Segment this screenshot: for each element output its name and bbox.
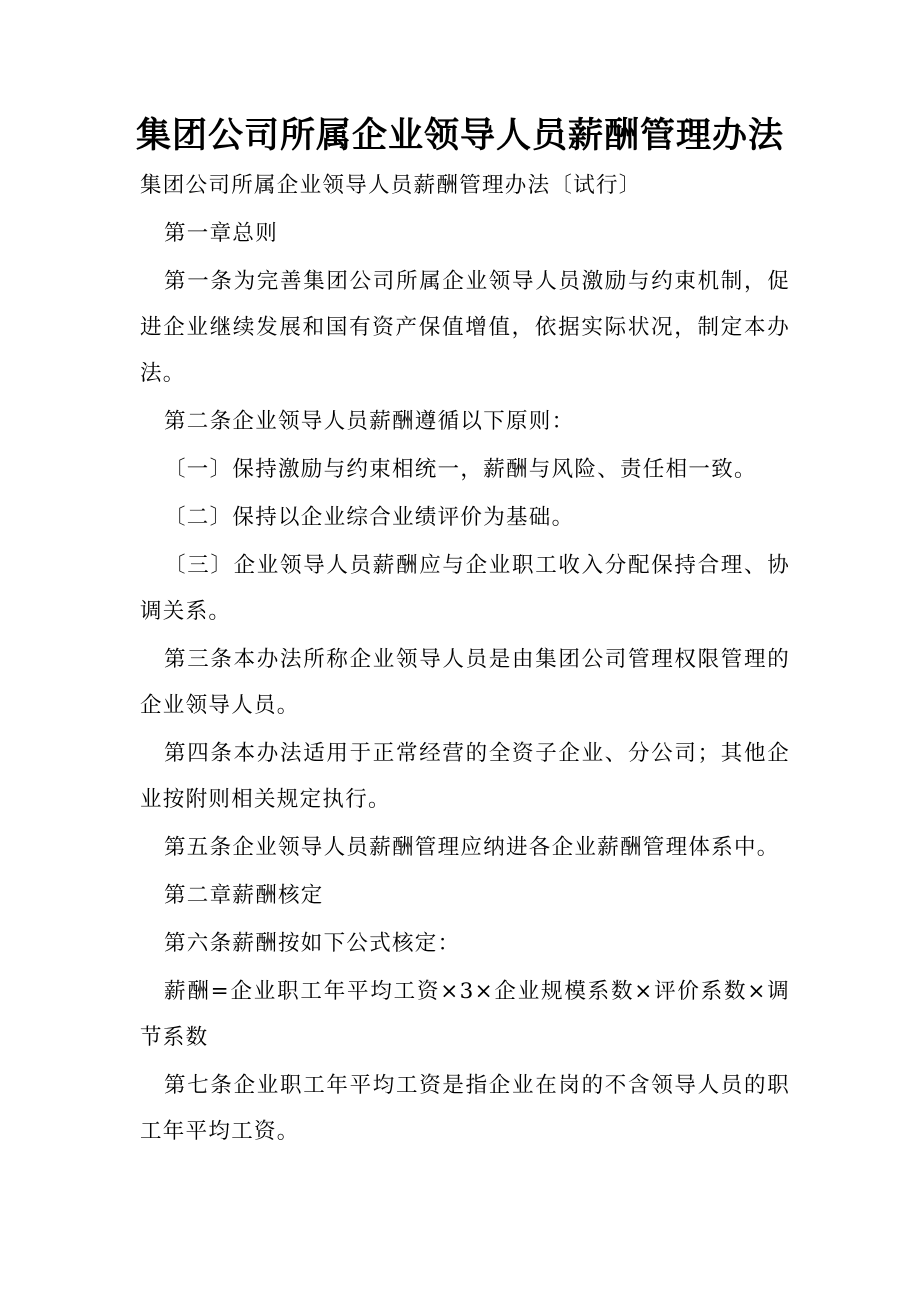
paragraph: 第二条企业领导人员薪酬遵循以下原则： <box>164 409 575 434</box>
paragraph: 第六条薪酬按如下公式核定： <box>164 931 461 956</box>
paragraph: 〔一〕保持激励与约束相统一，薪酬与风险、责任相一致。 <box>164 457 757 482</box>
paragraph: 〔三〕企业领导人员薪酬应与企业职工收入分配保持合理、协调关系。 <box>140 553 790 624</box>
paragraph: 第五条企业领导人员薪酬管理应纳进各企业薪酬管理体系中。 <box>164 835 780 860</box>
document-body <box>140 163 790 1155</box>
chapter-heading: 第二章薪酬核定 <box>164 883 324 908</box>
paragraph: 第一条为完善集团公司所属企业领导人员激励与约束机制，促进企业继续发展和国有资产保值增值，依据实际状况，制定本办法。 <box>140 269 790 386</box>
paragraph: 第三条本办法所称企业领导人员是由集团公司管理权限管理的企业领导人员。 <box>140 647 790 718</box>
formula-paragraph: 薪酬=企业职工年平均工资×3×企业规模系数×评价系数×调节系数 <box>140 979 790 1050</box>
paragraph: 第四条本办法适用于正常经营的全资子企业、分公司；其他企业按附则相关规定执行。 <box>140 741 790 812</box>
paragraph: 第七条企业职工年平均工资是指企业在岗的不含领导人员的职工年平均工资。 <box>140 1073 790 1144</box>
chapter-heading: 第一章总则 <box>164 221 279 246</box>
paragraph: 〔二〕保持以企业综合业绩评价为基础。 <box>164 505 575 530</box>
document-title: 集团公司所属企业领导人员薪酬管理办法 <box>135 115 784 156</box>
document-subtitle: 集团公司所属企业领导人员薪酬管理办法〔试行〕 <box>140 173 642 198</box>
